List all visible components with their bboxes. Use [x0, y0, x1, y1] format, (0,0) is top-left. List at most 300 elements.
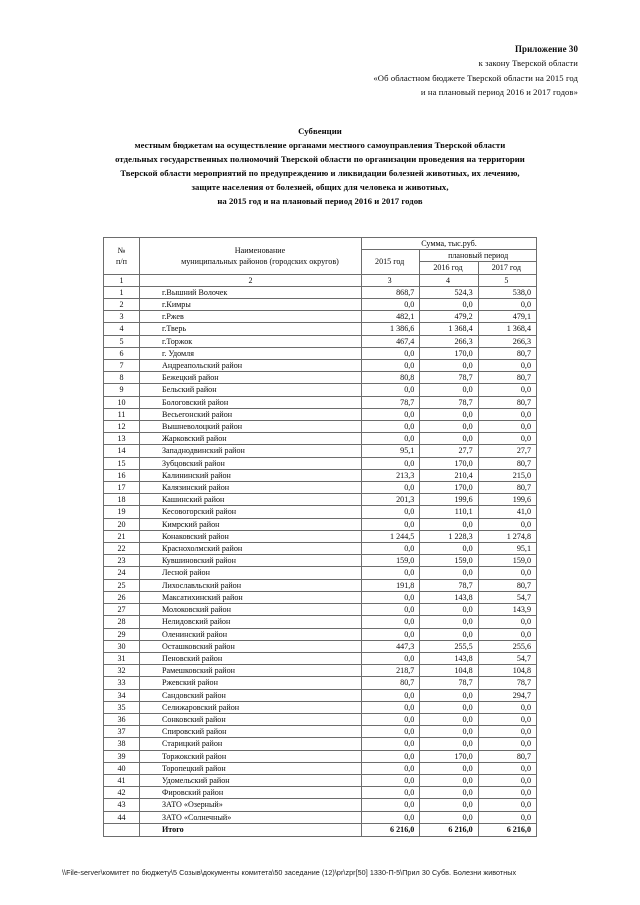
cell-amount-2015: 0,0 — [362, 384, 420, 396]
cell-amount-2017: 80,7 — [478, 579, 536, 591]
cell-amount-2017: 1 274,8 — [478, 530, 536, 542]
cell-amount-2016: 0,0 — [420, 689, 478, 701]
cell-amount-2017: 54,7 — [478, 652, 536, 664]
cell-amount-2015: 0,0 — [362, 713, 420, 725]
table-row — [104, 543, 537, 555]
cell-amount-2017: 80,7 — [478, 482, 536, 494]
cell-amount-2016: 0,0 — [420, 701, 478, 713]
cell-row-number: 6 — [104, 347, 140, 359]
cell-municipality-name: Сандовский район — [140, 689, 362, 701]
table-row — [104, 628, 537, 640]
cell-row-number: 12 — [104, 421, 140, 433]
cell-row-number: 11 — [104, 408, 140, 420]
total-cell-amount-2015: 6 216,0 — [362, 823, 420, 836]
budget-table-head — [104, 238, 537, 287]
cell-amount-2016: 0,0 — [420, 360, 478, 372]
table-row — [104, 372, 537, 384]
cell-row-number: 27 — [104, 604, 140, 616]
cell-amount-2015: 0,0 — [362, 482, 420, 494]
cell-amount-2016: 104,8 — [420, 665, 478, 677]
table-row — [104, 482, 537, 494]
cell-amount-2017: 0,0 — [478, 811, 536, 823]
cell-amount-2016: 0,0 — [420, 738, 478, 750]
table-row — [104, 604, 537, 616]
table-row — [104, 567, 537, 579]
cell-amount-2015: 0,0 — [362, 433, 420, 445]
table-row — [104, 299, 537, 311]
cell-amount-2017: 479,1 — [478, 311, 536, 323]
document-title-line-5: на 2015 год и на плановый период 2016 и 2017 годов — [217, 196, 423, 207]
column-number-row — [104, 274, 537, 286]
footer-file-path: \\File-server\комитет по бюджету\5 Созыв\документы комитета\50 заседание (12)\pr\zpr[50] 1330-П-5\Прил 30 Субв. Болезни животных — [62, 868, 517, 877]
cell-municipality-name: Бежецкий район — [140, 372, 362, 384]
table-row — [104, 640, 537, 652]
cell-row-number: 22 — [104, 543, 140, 555]
column-number-4: 4 — [420, 274, 478, 286]
cell-amount-2015: 0,0 — [362, 750, 420, 762]
cell-amount-2017: 104,8 — [478, 665, 536, 677]
appendix-title: Приложение 30 — [515, 44, 578, 54]
table-row — [104, 311, 537, 323]
cell-amount-2015: 218,7 — [362, 665, 420, 677]
cell-municipality-name: Бельский район — [140, 384, 362, 396]
cell-row-number: 16 — [104, 469, 140, 481]
cell-amount-2016: 170,0 — [420, 750, 478, 762]
cell-row-number: 40 — [104, 762, 140, 774]
cell-amount-2017: 0,0 — [478, 567, 536, 579]
cell-row-number: 41 — [104, 774, 140, 786]
cell-amount-2016: 0,0 — [420, 384, 478, 396]
cell-amount-2017: 54,7 — [478, 591, 536, 603]
cell-amount-2016: 0,0 — [420, 762, 478, 774]
cell-amount-2015: 0,0 — [362, 604, 420, 616]
cell-amount-2017: 80,7 — [478, 372, 536, 384]
cell-amount-2017: 0,0 — [478, 726, 536, 738]
cell-municipality-name: Осташковский район — [140, 640, 362, 652]
column-number-3: 3 — [362, 274, 420, 286]
cell-amount-2017: 80,7 — [478, 457, 536, 469]
cell-amount-2016: 170,0 — [420, 457, 478, 469]
cell-amount-2015: 0,0 — [362, 738, 420, 750]
cell-amount-2017: 0,0 — [478, 738, 536, 750]
cell-amount-2015: 0,0 — [362, 567, 420, 579]
table-row — [104, 750, 537, 762]
cell-row-number: 13 — [104, 433, 140, 445]
cell-municipality-name: г.Ржев — [140, 311, 362, 323]
total-cell-amount-2016: 6 216,0 — [420, 823, 478, 836]
header-year-2017: 2017 год — [478, 262, 536, 274]
cell-row-number: 7 — [104, 360, 140, 372]
cell-amount-2016: 0,0 — [420, 299, 478, 311]
cell-municipality-name: Андреапольский район — [140, 360, 362, 372]
cell-municipality-name: Максатихинский район — [140, 591, 362, 603]
cell-amount-2015: 1 244,5 — [362, 530, 420, 542]
cell-municipality-name: Лесной район — [140, 567, 362, 579]
budget-table-container — [103, 237, 537, 837]
table-row — [104, 701, 537, 713]
cell-amount-2017: 95,1 — [478, 543, 536, 555]
cell-municipality-name: Жарковский район — [140, 433, 362, 445]
cell-amount-2015: 191,8 — [362, 579, 420, 591]
cell-amount-2015: 0,0 — [362, 628, 420, 640]
cell-municipality-name: г.Вышний Волочек — [140, 286, 362, 298]
cell-amount-2015: 213,3 — [362, 469, 420, 481]
cell-row-number: 8 — [104, 372, 140, 384]
cell-row-number: 42 — [104, 787, 140, 799]
cell-amount-2017: 0,0 — [478, 433, 536, 445]
cell-row-number: 14 — [104, 445, 140, 457]
cell-amount-2017: 0,0 — [478, 774, 536, 786]
cell-amount-2016: 0,0 — [420, 543, 478, 555]
cell-amount-2017: 78,7 — [478, 677, 536, 689]
cell-municipality-name: Бологовский район — [140, 396, 362, 408]
cell-amount-2016: 0,0 — [420, 799, 478, 811]
cell-amount-2015: 0,0 — [362, 299, 420, 311]
table-row — [104, 433, 537, 445]
cell-amount-2016: 143,8 — [420, 652, 478, 664]
cell-municipality-name: г.Кимры — [140, 299, 362, 311]
cell-amount-2016: 0,0 — [420, 713, 478, 725]
cell-row-number: 20 — [104, 518, 140, 530]
cell-amount-2015: 0,0 — [362, 360, 420, 372]
cell-municipality-name: Молоковский район — [140, 604, 362, 616]
cell-amount-2017: 0,0 — [478, 616, 536, 628]
cell-amount-2016: 0,0 — [420, 408, 478, 420]
column-number-5: 5 — [478, 274, 536, 286]
table-row — [104, 665, 537, 677]
cell-municipality-name: г. Удомля — [140, 347, 362, 359]
cell-municipality-name: Лихославльский район — [140, 579, 362, 591]
document-title-line-3: Тверской области мероприятий по предупреждению и ликвидации болезней животных, их лечению, — [120, 168, 520, 179]
table-row — [104, 689, 537, 701]
cell-amount-2015: 0,0 — [362, 811, 420, 823]
cell-amount-2015: 0,0 — [362, 506, 420, 518]
cell-row-number: 38 — [104, 738, 140, 750]
cell-amount-2015: 95,1 — [362, 445, 420, 457]
total-cell-row-number — [104, 823, 140, 836]
header-plan-period: плановый период — [420, 250, 537, 262]
cell-municipality-name: Нелидовский район — [140, 616, 362, 628]
cell-amount-2017: 0,0 — [478, 787, 536, 799]
cell-amount-2016: 479,2 — [420, 311, 478, 323]
cell-amount-2015: 0,0 — [362, 591, 420, 603]
cell-row-number: 1 — [104, 286, 140, 298]
cell-municipality-name: Кимрский район — [140, 518, 362, 530]
cell-amount-2015: 0,0 — [362, 421, 420, 433]
cell-amount-2017: 0,0 — [478, 762, 536, 774]
table-row — [104, 579, 537, 591]
column-number-1: 1 — [104, 274, 140, 286]
cell-row-number: 26 — [104, 591, 140, 603]
cell-amount-2017: 27,7 — [478, 445, 536, 457]
cell-amount-2016: 0,0 — [420, 616, 478, 628]
cell-amount-2017: 41,0 — [478, 506, 536, 518]
cell-row-number: 21 — [104, 530, 140, 542]
cell-amount-2016: 255,5 — [420, 640, 478, 652]
cell-row-number: 39 — [104, 750, 140, 762]
cell-row-number: 43 — [104, 799, 140, 811]
cell-amount-2016: 0,0 — [420, 433, 478, 445]
cell-amount-2017: 215,0 — [478, 469, 536, 481]
cell-amount-2016: 143,8 — [420, 591, 478, 603]
table-row — [104, 469, 537, 481]
table-row — [104, 494, 537, 506]
cell-amount-2015: 0,0 — [362, 787, 420, 799]
table-row — [104, 616, 537, 628]
table-row — [104, 408, 537, 420]
cell-municipality-name: Краснохолмский район — [140, 543, 362, 555]
header-municipality-name: Наименование муниципальных районов (городских округов) — [140, 238, 362, 275]
column-number-2: 2 — [140, 274, 362, 286]
cell-municipality-name: Селижаровский район — [140, 701, 362, 713]
cell-row-number: 25 — [104, 579, 140, 591]
cell-municipality-name: Пеновский район — [140, 652, 362, 664]
cell-amount-2017: 294,7 — [478, 689, 536, 701]
cell-amount-2016: 0,0 — [420, 787, 478, 799]
cell-amount-2016: 0,0 — [420, 567, 478, 579]
cell-row-number: 34 — [104, 689, 140, 701]
table-row — [104, 518, 537, 530]
cell-amount-2017: 0,0 — [478, 360, 536, 372]
table-row — [104, 811, 537, 823]
document-title-line-2: отдельных государственных полномочий Тверской области по организации проведения на территории — [115, 154, 525, 165]
appendix-line-1: к закону Тверской области — [478, 58, 578, 69]
cell-municipality-name: Весьегонский район — [140, 408, 362, 420]
cell-amount-2017: 159,0 — [478, 555, 536, 567]
cell-amount-2017: 0,0 — [478, 628, 536, 640]
cell-amount-2016: 27,7 — [420, 445, 478, 457]
cell-amount-2015: 467,4 — [362, 335, 420, 347]
cell-amount-2017: 538,0 — [478, 286, 536, 298]
cell-amount-2017: 0,0 — [478, 518, 536, 530]
table-row — [104, 421, 537, 433]
appendix-line-2: «Об областном бюджете Тверской области на 2015 год — [373, 72, 578, 83]
table-row — [104, 360, 537, 372]
cell-municipality-name: Старицкий район — [140, 738, 362, 750]
cell-row-number: 29 — [104, 628, 140, 640]
cell-row-number: 32 — [104, 665, 140, 677]
cell-amount-2017: 0,0 — [478, 421, 536, 433]
appendix-reference-block — [373, 42, 578, 100]
document-title-line-4: защите населения от болезней, общих для человека и животных, — [191, 182, 449, 193]
header-year-2016: 2016 год — [420, 262, 478, 274]
cell-municipality-name: ЗАТО «Озерный» — [140, 799, 362, 811]
cell-municipality-name: Ржевский район — [140, 677, 362, 689]
table-row — [104, 396, 537, 408]
cell-amount-2016: 1 368,4 — [420, 323, 478, 335]
table-row — [104, 713, 537, 725]
table-row — [104, 457, 537, 469]
table-row — [104, 652, 537, 664]
cell-amount-2017: 80,7 — [478, 750, 536, 762]
table-row — [104, 738, 537, 750]
cell-amount-2015: 0,0 — [362, 518, 420, 530]
cell-amount-2016: 199,6 — [420, 494, 478, 506]
cell-amount-2016: 0,0 — [420, 518, 478, 530]
cell-amount-2017: 0,0 — [478, 701, 536, 713]
cell-row-number: 44 — [104, 811, 140, 823]
cell-amount-2017: 0,0 — [478, 299, 536, 311]
cell-amount-2016: 78,7 — [420, 372, 478, 384]
cell-amount-2015: 78,7 — [362, 396, 420, 408]
cell-amount-2017: 255,6 — [478, 640, 536, 652]
cell-amount-2015: 0,0 — [362, 408, 420, 420]
cell-amount-2016: 0,0 — [420, 604, 478, 616]
cell-row-number: 18 — [104, 494, 140, 506]
cell-amount-2017: 80,7 — [478, 396, 536, 408]
cell-amount-2015: 447,3 — [362, 640, 420, 652]
cell-amount-2015: 1 386,6 — [362, 323, 420, 335]
cell-row-number: 17 — [104, 482, 140, 494]
table-row — [104, 335, 537, 347]
table-total-row — [104, 823, 537, 836]
cell-amount-2016: 170,0 — [420, 482, 478, 494]
cell-row-number: 5 — [104, 335, 140, 347]
cell-row-number: 31 — [104, 652, 140, 664]
header-row-1 — [104, 238, 537, 250]
cell-municipality-name: ЗАТО «Солнечный» — [140, 811, 362, 823]
cell-amount-2016: 0,0 — [420, 421, 478, 433]
table-row — [104, 323, 537, 335]
cell-amount-2016: 78,7 — [420, 579, 478, 591]
cell-municipality-name: Спировский район — [140, 726, 362, 738]
cell-municipality-name: Торжокский район — [140, 750, 362, 762]
cell-row-number: 24 — [104, 567, 140, 579]
appendix-line-3: и на плановый период 2016 и 2017 годов» — [420, 87, 578, 98]
cell-amount-2016: 0,0 — [420, 628, 478, 640]
header-row-number: № п/п — [104, 238, 140, 275]
header-year-2015: 2015 год — [362, 250, 420, 274]
table-row — [104, 530, 537, 542]
cell-row-number: 3 — [104, 311, 140, 323]
cell-row-number: 9 — [104, 384, 140, 396]
table-row — [104, 555, 537, 567]
cell-amount-2015: 80,8 — [362, 372, 420, 384]
cell-municipality-name: Рамешковский район — [140, 665, 362, 677]
document-title-block — [62, 124, 578, 209]
cell-amount-2016: 210,4 — [420, 469, 478, 481]
cell-amount-2017: 199,6 — [478, 494, 536, 506]
cell-amount-2016: 159,0 — [420, 555, 478, 567]
cell-municipality-name: Сонковский район — [140, 713, 362, 725]
cell-row-number: 35 — [104, 701, 140, 713]
cell-municipality-name: г.Тверь — [140, 323, 362, 335]
cell-row-number: 2 — [104, 299, 140, 311]
cell-amount-2016: 78,7 — [420, 677, 478, 689]
cell-amount-2016: 0,0 — [420, 811, 478, 823]
total-cell-amount-2017: 6 216,0 — [478, 823, 536, 836]
cell-row-number: 36 — [104, 713, 140, 725]
cell-amount-2017: 0,0 — [478, 384, 536, 396]
cell-amount-2017: 266,3 — [478, 335, 536, 347]
cell-amount-2016: 0,0 — [420, 726, 478, 738]
document-title-line-1: местным бюджетам на осуществление органами местного самоуправления Тверской области — [134, 140, 506, 151]
cell-row-number: 37 — [104, 726, 140, 738]
cell-amount-2016: 266,3 — [420, 335, 478, 347]
cell-amount-2016: 78,7 — [420, 396, 478, 408]
cell-amount-2015: 80,7 — [362, 677, 420, 689]
table-row — [104, 726, 537, 738]
cell-municipality-name: Западнодвинский район — [140, 445, 362, 457]
cell-row-number: 10 — [104, 396, 140, 408]
cell-municipality-name: Фировский район — [140, 787, 362, 799]
total-cell-municipality-name: Итого — [140, 823, 362, 836]
cell-municipality-name: Кашинский район — [140, 494, 362, 506]
cell-municipality-name: Кувшиновский район — [140, 555, 362, 567]
cell-amount-2015: 201,3 — [362, 494, 420, 506]
cell-amount-2015: 0,0 — [362, 799, 420, 811]
cell-amount-2015: 0,0 — [362, 726, 420, 738]
cell-amount-2015: 0,0 — [362, 701, 420, 713]
cell-amount-2015: 159,0 — [362, 555, 420, 567]
cell-row-number: 30 — [104, 640, 140, 652]
cell-row-number: 23 — [104, 555, 140, 567]
budget-table-body — [104, 286, 537, 836]
cell-amount-2017: 0,0 — [478, 799, 536, 811]
table-row — [104, 677, 537, 689]
cell-municipality-name: Торопецкий район — [140, 762, 362, 774]
budget-table — [103, 237, 537, 837]
cell-municipality-name: Оленинский район — [140, 628, 362, 640]
cell-amount-2015: 0,0 — [362, 616, 420, 628]
cell-municipality-name: Конаковский район — [140, 530, 362, 542]
cell-row-number: 4 — [104, 323, 140, 335]
cell-municipality-name: Зубцовский район — [140, 457, 362, 469]
cell-amount-2017: 80,7 — [478, 347, 536, 359]
table-row — [104, 506, 537, 518]
table-row — [104, 347, 537, 359]
cell-amount-2015: 0,0 — [362, 762, 420, 774]
header-sum-group: Сумма, тыс.руб. — [362, 238, 537, 250]
cell-row-number: 33 — [104, 677, 140, 689]
cell-amount-2015: 0,0 — [362, 457, 420, 469]
table-row — [104, 384, 537, 396]
cell-municipality-name: г.Торжок — [140, 335, 362, 347]
cell-municipality-name: Удомельский район — [140, 774, 362, 786]
cell-amount-2015: 868,7 — [362, 286, 420, 298]
table-row — [104, 799, 537, 811]
table-row — [104, 591, 537, 603]
table-row — [104, 774, 537, 786]
cell-municipality-name: Вышневолоцкий район — [140, 421, 362, 433]
cell-amount-2015: 0,0 — [362, 543, 420, 555]
cell-row-number: 19 — [104, 506, 140, 518]
cell-amount-2015: 482,1 — [362, 311, 420, 323]
cell-municipality-name: Калининский район — [140, 469, 362, 481]
table-row — [104, 286, 537, 298]
cell-amount-2017: 1 368,4 — [478, 323, 536, 335]
cell-amount-2016: 524,3 — [420, 286, 478, 298]
cell-municipality-name: Калязинский район — [140, 482, 362, 494]
cell-amount-2016: 0,0 — [420, 774, 478, 786]
cell-amount-2016: 170,0 — [420, 347, 478, 359]
document-heading: Субвенции — [298, 126, 342, 136]
cell-amount-2017: 143,9 — [478, 604, 536, 616]
cell-municipality-name: Кесовогорский район — [140, 506, 362, 518]
cell-amount-2015: 0,0 — [362, 652, 420, 664]
cell-amount-2017: 0,0 — [478, 408, 536, 420]
cell-amount-2015: 0,0 — [362, 689, 420, 701]
cell-row-number: 15 — [104, 457, 140, 469]
cell-amount-2017: 0,0 — [478, 713, 536, 725]
table-row — [104, 762, 537, 774]
cell-amount-2016: 110,1 — [420, 506, 478, 518]
table-row — [104, 787, 537, 799]
cell-row-number: 28 — [104, 616, 140, 628]
cell-amount-2015: 0,0 — [362, 774, 420, 786]
cell-amount-2015: 0,0 — [362, 347, 420, 359]
cell-amount-2016: 1 228,3 — [420, 530, 478, 542]
